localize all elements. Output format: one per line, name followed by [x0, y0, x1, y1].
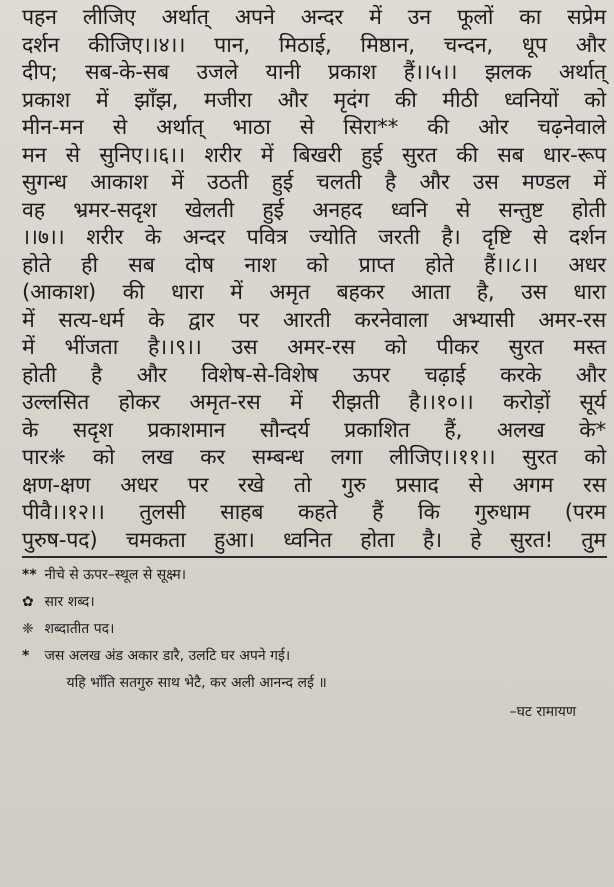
text-line: दर्शन कीजिए।।४।। पान, मिठाई, मिष्ठान, चन्दन, धूप और	[22, 32, 606, 58]
text-line: दीप; सब-के-सब उजले यानी प्रकाश हैं।।५।। झलक अर्थात्	[22, 60, 606, 85]
footnote-text: नीचे से ऊपर–स्थूल से सूक्ष्म।	[44, 567, 187, 583]
text-line: पुरुष-पद) चमकता हुआ। ध्वनित होता है। हे सुरत! तुम	[22, 527, 606, 553]
footnote-verse-line	[22, 670, 606, 697]
text-line: ।।७।। शरीर के अन्दर पवित्र ज्योति जरती है। दृष्टि से दर्शन	[22, 225, 606, 250]
footnote	[22, 589, 606, 616]
text-line: के सदृश प्रकाशमान सौन्दर्य प्रकाशित हैं, अलख के*	[22, 417, 606, 443]
main-text	[22, 4, 606, 554]
footnote	[22, 616, 606, 643]
footnote-mark: ✿	[22, 594, 34, 610]
text-line: होते ही सब दोष नाश को प्राप्त होते हैं।।८।। अधर	[22, 252, 606, 278]
footnotes	[22, 562, 606, 697]
footnote-mark: **	[22, 567, 37, 583]
text-line: में भींजता है।।९।। उस अमर-रस को पीकर सुरत मस्त	[22, 335, 606, 360]
text-line: पहन लीजिए अर्थात् अपने अन्दर में उन फूलों का सप्रेम	[22, 5, 606, 30]
text-line: (आकाश) की धारा में अमृत बहकर आता है, उस धारा	[22, 280, 606, 305]
text-line: होती है और विशेष-से-विशेष ऊपर चढ़ाई करके और	[22, 362, 606, 388]
text-line: पीवै।।१२।। तुलसी साहब कहते हैं कि गुरुधाम (परम	[22, 500, 606, 525]
text-line: मन से सुनिए।।६।। शरीर में बिखरी हुई सुरत की सब धार-रूप	[22, 142, 606, 168]
source-attribution: –घट रामायण	[509, 704, 576, 720]
footnote-text: यहि भाँति सतगुरु साथ भेटै, कर अली आनन्द लई ॥	[66, 675, 327, 691]
footnote-text: शब्दातीत पद।	[44, 621, 115, 637]
footnote	[22, 643, 606, 670]
footnote-text: सार शब्द।	[44, 594, 95, 610]
footnote-divider	[22, 556, 607, 558]
footnote	[22, 562, 606, 589]
text-line: वह भ्रमर-सदृश खेलती हुई अनहद ध्वनि से सन्तुष्ट होती	[22, 197, 606, 223]
text-line: क्षण-क्षण अधर पर रखे तो गुरु प्रसाद से अगम रस	[22, 472, 606, 498]
text-line: मीन-मन से अर्थात् भाठा से सिरा** की ओर चढ़नेवाले	[22, 115, 606, 140]
footnote-text: जस अलख अंड अकार डारै, उलटि घर अपने गई।	[44, 648, 291, 664]
footnote-mark: *	[22, 648, 30, 664]
text-line: सुगन्ध आकाश में उठती हुई चलती है और उस मण्डल में	[22, 170, 606, 195]
text-line: पार❈ को लख कर सम्बन्ध लगा लीजिए।।११।। सुरत को	[22, 445, 606, 470]
footnote-mark: ❈	[22, 621, 34, 637]
text-line: प्रकाश में झाँझ, मजीरा और मृदंग की मीठी ध्वनियों को	[22, 87, 606, 113]
text-line: में सत्य-धर्म के द्वार पर आरती करनेवाला अभ्यासी अमर-रस	[22, 307, 606, 333]
text-line: उल्लसित होकर अमृत-रस में रीझती है।।१०।। करोड़ों सूर्य	[22, 390, 606, 415]
